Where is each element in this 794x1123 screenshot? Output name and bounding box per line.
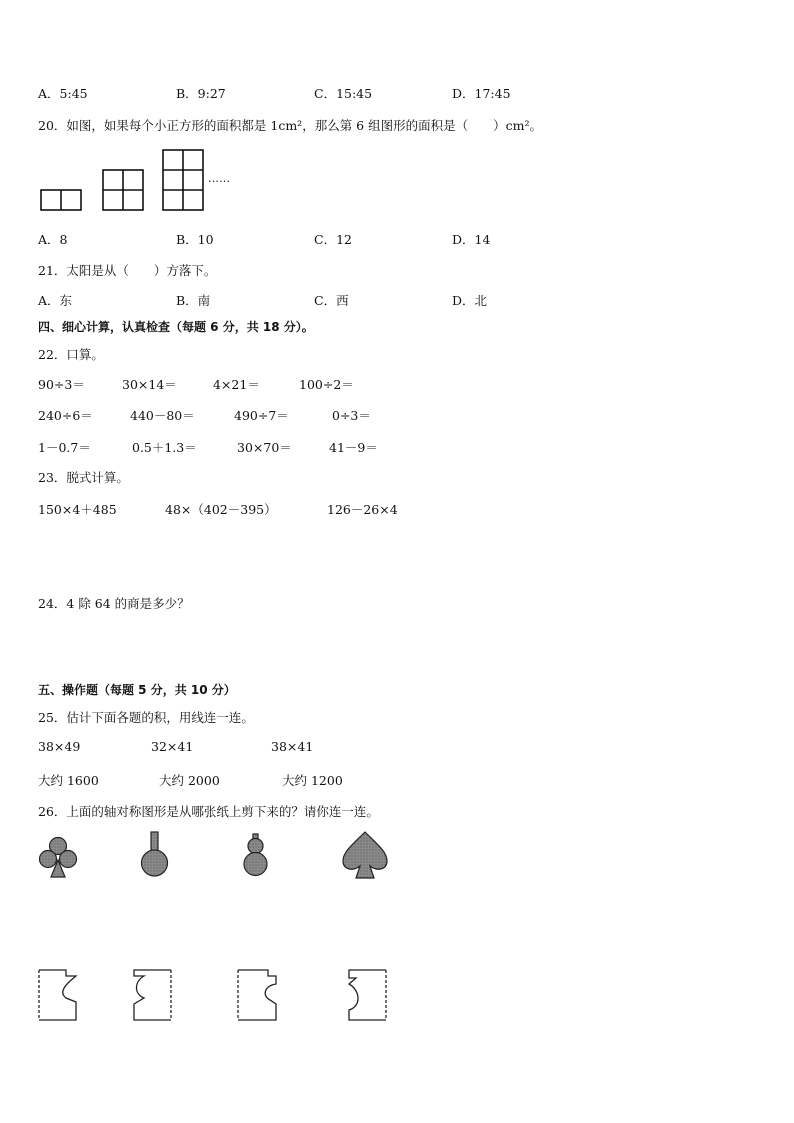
q19-option-b[interactable]: B．9:27 — [176, 86, 226, 101]
q25-estimate[interactable]: 大约 2000 — [159, 773, 220, 788]
q22-item: 240÷6＝ — [38, 408, 93, 423]
q23-stem: 23．脱式计算。 — [38, 470, 129, 485]
q26-stem: 26．上面的轴对称图形是从哪张纸上剪下来的？请你连一连。 — [38, 804, 379, 819]
q22-item: 0÷3＝ — [332, 408, 371, 423]
q25-stem: 25．估计下面各题的积，用线连一连。 — [38, 710, 254, 725]
q19-option-a[interactable]: A．5:45 — [38, 86, 88, 101]
q21-option-d[interactable]: D．北 — [452, 293, 488, 308]
q22-item: 100÷2＝ — [299, 377, 354, 392]
vase-shape[interactable] — [142, 832, 168, 876]
q22-item: 490÷7＝ — [234, 408, 289, 423]
q22-item: 0.5＋1.3＝ — [132, 440, 197, 455]
q22-item: 41－9＝ — [329, 440, 378, 455]
q25-estimate[interactable]: 大约 1600 — [38, 773, 99, 788]
q23-item: 48×（402－395） — [165, 502, 277, 517]
q20-option-b[interactable]: B．10 — [176, 232, 214, 247]
paper-cut-2[interactable] — [134, 970, 171, 1020]
q22-stem: 22．口算。 — [38, 347, 104, 362]
q22-item: 30×14＝ — [122, 377, 177, 392]
q22-item: 4×21＝ — [213, 377, 260, 392]
section-4-title: 四、细心计算，认真检查（每题 6 分，共 18 分）。 — [38, 320, 314, 334]
section-5-title: 五、操作题（每题 5 分，共 10 分） — [38, 683, 236, 697]
q20-stem: 20．如图，如果每个小正方形的面积都是 1cm²，那么第 6 组图形的面积是（ ）cm²。 — [38, 118, 542, 133]
q25-product[interactable]: 38×41 — [271, 739, 314, 754]
q25-product[interactable]: 32×41 — [151, 739, 194, 754]
q22-item: 30×70＝ — [237, 440, 292, 455]
q20-ellipsis: …… — [208, 172, 230, 185]
paper-cut-1[interactable] — [39, 970, 76, 1020]
q19-option-c[interactable]: C．15:45 — [314, 86, 373, 101]
q21-option-a[interactable]: A．东 — [38, 293, 73, 308]
q22-item: 90÷3＝ — [38, 377, 85, 392]
gourd-shape[interactable] — [244, 834, 267, 876]
q24-stem: 24．4 除 64 的商是多少？ — [38, 596, 190, 611]
paper-cut-3[interactable] — [238, 970, 276, 1020]
q20-option-a[interactable]: A．8 — [38, 232, 68, 247]
q23-item: 150×4＋485 — [38, 502, 117, 517]
q25-estimate[interactable]: 大约 1200 — [282, 773, 343, 788]
club-shape[interactable] — [40, 838, 77, 878]
q23-item: 126－26×4 — [327, 502, 398, 517]
q19-option-d[interactable]: D．17:45 — [452, 86, 511, 101]
q20-option-c[interactable]: C．12 — [314, 232, 352, 247]
spade-shape[interactable] — [343, 832, 387, 878]
paper-cut-4[interactable] — [349, 970, 386, 1020]
q22-item: 440－80＝ — [130, 408, 195, 423]
q25-product[interactable]: 38×49 — [38, 739, 81, 754]
q22-item: 1－0.7＝ — [38, 440, 91, 455]
q21-option-c[interactable]: C．西 — [314, 293, 349, 308]
q21-stem: 21．太阳是从（ ）方落下。 — [38, 263, 217, 278]
q21-option-b[interactable]: B．南 — [176, 293, 211, 308]
q20-option-d[interactable]: D．14 — [452, 232, 491, 247]
